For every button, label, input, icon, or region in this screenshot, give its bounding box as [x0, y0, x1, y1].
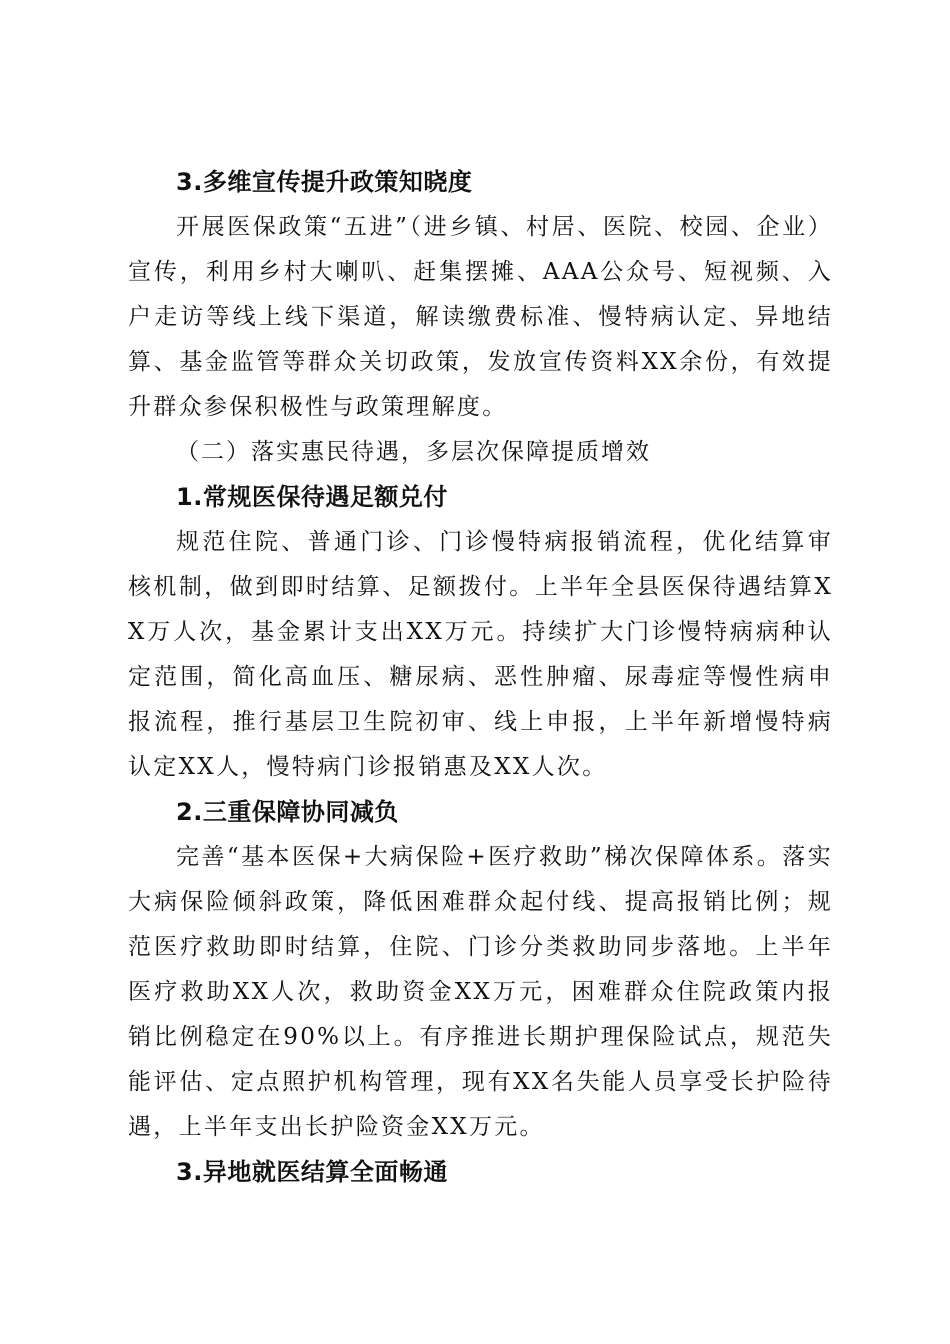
heading-1-regular-benefits: 1.常规医保待遇足额兑付 — [176, 483, 448, 511]
document-body — [128, 160, 833, 1195]
paragraph-regular-benefits: 规范住院、普通门诊、门诊慢特病报销流程，优化结算审核机制，做到即时结算、足额拨付。上半年全县医保待遇结算XX万人次，基金累计支出XX万元。持续扩大门诊慢特病病种认定范围，简化高血压、糖尿病、恶性肿瘤、尿毒症等慢性病申报流程，推行基层卫生院初审、线上申报，上半年新增慢特病认定XX人，慢特病门诊报销惠及XX人次。 — [128, 529, 833, 780]
paragraph-triple-protection: 完善“基本医保+大病保险+医疗救助”梯次保障体系。落实大病保险倾斜政策，降低困难群众起付线、提高报销比例；规范医疗救助即时结算，住院、门诊分类救助同步落地。上半年医疗救助XX人次，救助资金XX万元，困难群众住院政策内报销比例稳定在90%以上。有序推进长期护理保险试点，规范失能评估、定点照护机构管理，现有XX名失能人员享受长护险待遇，上半年支出长护险资金XX万元。 — [128, 844, 833, 1140]
section-title-2: （二）落实惠民待遇，多层次保障提质增效 — [176, 439, 651, 465]
heading-3-multi-dimensional-publicity: 3.多维宣传提升政策知晓度 — [176, 168, 473, 196]
heading-2-triple-protection: 2.三重保障协同减负 — [176, 798, 399, 826]
paragraph-publicity: 开展医保政策“五进”（进乡镇、村居、医院、校园、企业）宣传，利用乡村大喇叭、赶集摆摊、AAA公众号、短视频、入户走访等线上线下渠道，解读缴费标准、慢特病认定、异地结算、基金监管等群众关切政策，发放宣传资料XX余份，有效提升群众参保积极性与政策理解度。 — [128, 214, 833, 420]
heading-3-cross-region-settlement: 3.异地就医结算全面畅通 — [176, 1158, 448, 1186]
